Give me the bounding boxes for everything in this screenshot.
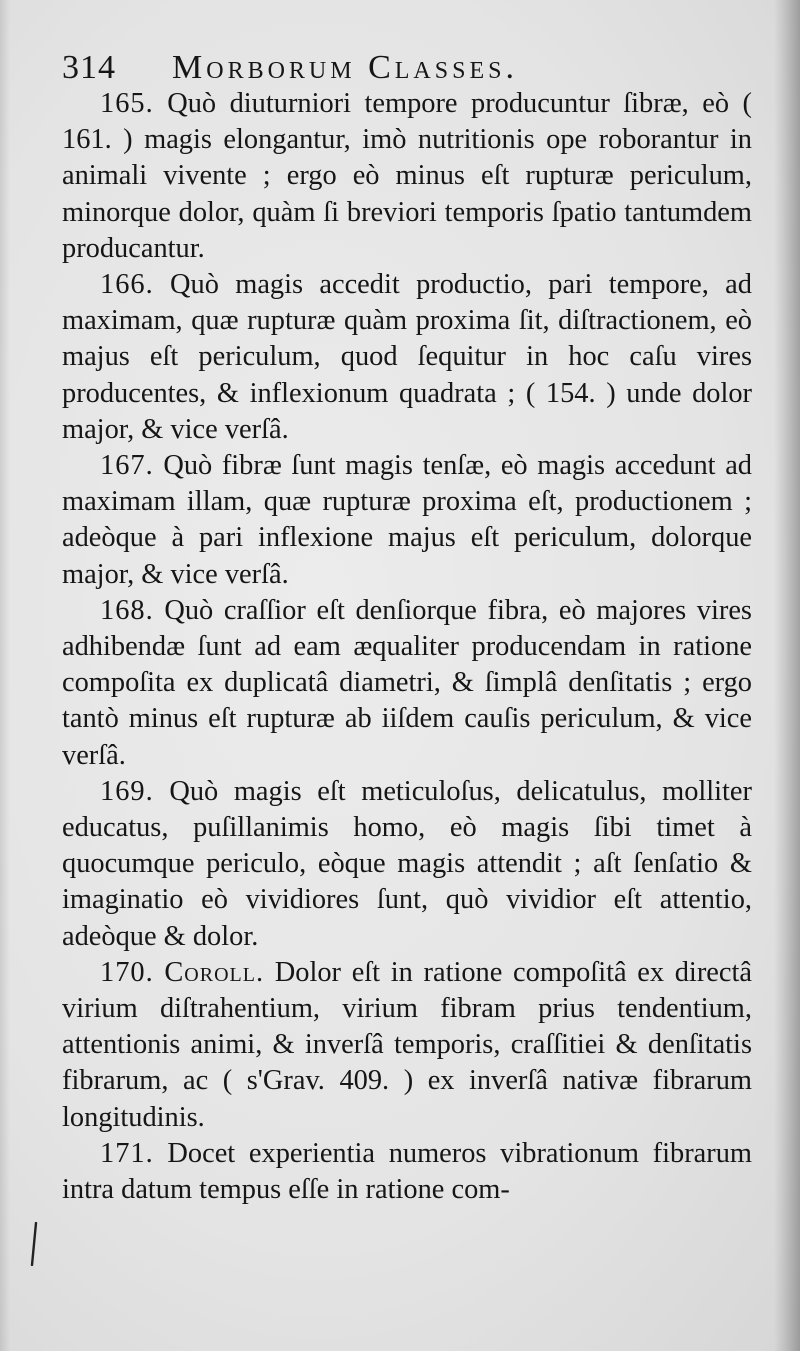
paragraph-166 (62, 267, 752, 448)
page-left-shadow (0, 0, 10, 1351)
body-text (62, 86, 752, 1208)
paragraph-number: 169. (100, 775, 154, 807)
paragraph-number: 171. (100, 1137, 154, 1169)
paragraph-168 (62, 593, 752, 774)
paragraph-text: Quò magis eſt meticuloſus, delicatulus, molliter educatus, puſillanimis homo, eò magis ſibi timet à quocumque periculo, eòque magis attendit ; aſt ſenſatio & imaginatio eò vividiores ſunt, quò vividior eſt attentio, adeòque & dolor. (62, 775, 752, 952)
page-number: 314 (62, 49, 116, 86)
paragraph-text: Quò diuturniori tempore producuntur ſibræ, eò ( 161. ) magis elongantur, imò nutritionis ope roborantur in animali vivente ; ergo eò minus eſt rupturæ periculum, minorque dolor, quàm ſi breviori temporis ſpatio tantumdem producantur. (62, 88, 752, 264)
paragraph-170 (62, 955, 752, 1136)
margin-pencil-mark (30, 1222, 38, 1266)
paragraph-171 (62, 1136, 752, 1208)
paragraph-text: Quò magis accedit productio, pari tempore, ad maximam, quæ rupturæ quàm proxima ſit, diſtractionem, eò majus eſt periculum, quod ſequitur in hoc caſu vires producentes, & inflexionum quadrata ; ( 154. ) unde dolor major, & vice verſâ. (62, 269, 752, 445)
paragraph-text: Quò fibræ ſunt magis tenſæ, eò magis accedunt ad maximam illam, quæ rupturæ proxima eſt, productionem ; adeòque à pari inflexione majus eſt periculum, dolorque major, & vice verſâ. (62, 450, 752, 590)
corollary-label: Coroll. (164, 956, 265, 988)
running-title: Morborum Classes. (172, 49, 518, 86)
page-gutter-shadow (774, 0, 800, 1351)
paragraph-number: 166. (100, 269, 154, 301)
paragraph-text: Quò craſſior eſt denſiorque fibra, eò majores vires adhibendæ ſunt ad eam æqualiter producendam in ratione compoſita ex duplicatâ diametri, & ſimplâ denſitatis ; ergo tantò minus eſt rupturæ ab iiſdem cauſis periculum, & vice verſâ. (62, 594, 752, 771)
paragraph-number: 170. (100, 956, 154, 988)
paragraph-165 (62, 86, 752, 267)
paragraph-169 (62, 774, 752, 955)
paragraph-text: Docet experientia numeros vibrationum fibrarum intra datum tempus eſſe in ratione com- (62, 1137, 752, 1206)
paragraph-number: 167. (100, 450, 154, 482)
paragraph-number: 165. (100, 88, 154, 119)
paragraph-number: 168. (100, 594, 154, 626)
paragraph-text: Dolor eſt in ratione compoſitâ ex directâ virium diſtrahentium, virium fibram prius tendentium, attentionis animi, & inverſâ temporis, craſſitiei & denſitatis fibrarum, ac ( s'Grav. 409. ) ex inverſâ nativæ fibrarum longitudinis. (62, 956, 752, 1133)
paragraph-167 (62, 448, 752, 593)
